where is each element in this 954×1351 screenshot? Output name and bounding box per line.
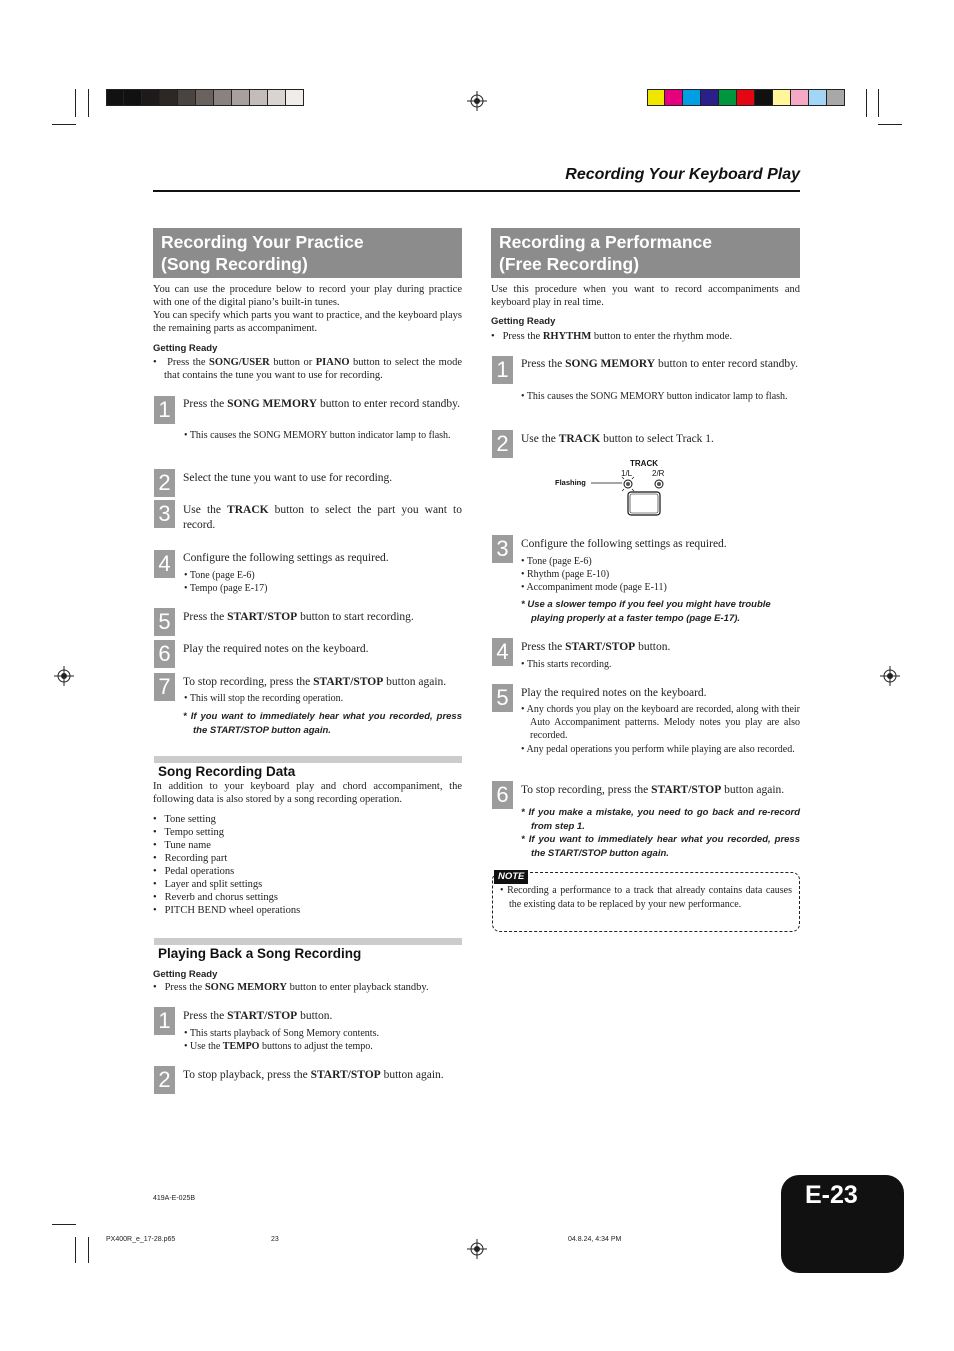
step-text: Press the SONG MEMORY button to enter record standby. [521,358,799,370]
fig-2r-label: 2/R [652,469,665,478]
step-number: 2 [154,469,175,497]
footer-page-number: 23 [271,1236,279,1243]
page-number-label: E-23 [805,1181,858,1209]
getting-ready-item: • Press the RHYTHM button to enter the rhythm mode. [491,331,733,342]
color-swatch [232,89,250,106]
step-number: 6 [492,781,513,809]
note-label: NOTE [494,870,528,884]
color-swatch [809,89,827,106]
list-item: • Pedal operations [153,866,235,877]
list-item: • Reverb and chorus settings [153,892,278,903]
step-subitem: • Tone (page E-6) [521,556,592,567]
step-subitem: • Use the TEMPO buttons to adjust the tempo. [184,1041,373,1052]
registration-mark-icon [880,666,900,686]
section-title-song-recording [153,228,462,278]
crop-mark [878,89,879,117]
color-swatch [737,89,755,106]
step-text: Configure the following settings as required. [521,538,727,550]
crop-mark [88,89,89,117]
step-number: 3 [492,535,513,563]
color-swatch [196,89,214,106]
fig-flashing-label: Flashing [555,478,586,487]
step-text: Press the START/STOP button. [521,641,671,653]
step-number: 5 [492,684,513,712]
subsection-title-song-recording-data: Song Recording Data [154,756,462,780]
color-swatch [178,89,196,106]
lamp-1l-icon [622,477,634,491]
step-text: To stop recording, press the START/STOP button again. [521,784,785,796]
section-title-line: Recording Your Practice [161,232,364,252]
step-subitem: • This starts playback of Song Memory contents. [184,1028,379,1039]
step-subitem: • Accompaniment mode (page E-11) [521,582,667,593]
note-text: • Recording a performance to a track that already contains data causes the existing data to be replaced by your new performance. [500,885,792,910]
step-text: Use the TRACK button to select Track 1. [521,433,714,445]
section-title-line: (Free Recording) [499,254,640,274]
fig-1l-label: 1/L [621,469,633,478]
registration-mark-icon [467,1239,487,1259]
step-number: 5 [154,608,175,636]
color-bar-left [106,89,304,106]
color-swatch [755,89,773,106]
running-title: Recording Your Keyboard Play [565,166,800,183]
list-item: • PITCH BEND wheel operations [153,905,301,916]
getting-ready-label: Getting Ready [153,969,218,980]
header-rule [153,190,800,192]
step-note: * If you want to immediately hear what you recorded, press the START/STOP button again. [183,711,462,736]
step-text: Use the TRACK button to select the part you want to record. [183,504,462,531]
step-note: * Use a slower tempo if you feel you might have trouble playing properly at a faster tempo (page E-17). [521,599,771,624]
intro-paragraph [153,283,462,335]
step-number: 2 [492,430,513,458]
list-item: • Tone setting [153,814,216,825]
crop-mark [52,124,76,125]
color-swatch [719,89,737,106]
subsection-title-playback: Playing Back a Song Recording [154,938,462,962]
data-list [153,813,462,917]
step-subitem: • This will stop the recording operation. [184,693,344,704]
intro-text: You can use the procedure below to record your play during practice with one of the digital piano’s built-in tunes. [153,284,462,308]
page-number-tab [781,1175,904,1273]
data-intro-paragraph: In addition to your keyboard play and chord accompaniment, the following data is also stored by a song recording operation. [153,781,462,805]
step-text: Press the START/STOP button to start recording. [183,611,414,623]
step-number: 7 [154,673,175,701]
step-subitem: • This starts recording. [521,659,612,670]
list-item: • Tempo setting [153,827,225,838]
lamp-2r-icon [655,480,663,488]
section-title-line: (Song Recording) [161,254,308,274]
color-swatch [773,89,791,106]
step-text: Press the SONG MEMORY button to enter record standby. [183,398,461,410]
step-note: * If you want to immediately hear what you recorded, press the START/STOP button again. [521,834,800,859]
color-swatch [250,89,268,106]
step-text: Press the START/STOP button. [183,1010,333,1022]
step-subitem: • Rhythm (page E-10) [521,569,610,580]
color-swatch [214,89,232,106]
track-button-icon [628,492,660,515]
registration-mark-icon [467,91,487,111]
color-swatch [268,89,286,106]
color-swatch [701,89,719,106]
crop-mark [52,1224,76,1225]
list-item: • Recording part [153,853,228,864]
step-text: Configure the following settings as required. [183,552,389,564]
color-swatch [827,89,845,106]
crop-mark [878,124,902,125]
step-number: 2 [154,1066,175,1094]
section-title-line: Recording a Performance [499,232,712,252]
step-number: 1 [154,396,175,424]
step-subitem: • Tempo (page E-17) [184,583,268,594]
color-bar-right [647,89,845,106]
crop-mark [88,1237,89,1263]
step-subitem: • Any chords you play on the keyboard are recorded, along with their Auto Accompaniment patterns. Melody notes you play are also recorded. [521,704,801,741]
color-swatch [647,89,665,106]
getting-ready-item: • Press the SONG MEMORY button to enter playback standby. [153,982,429,993]
step-subitem: • This causes the SONG MEMORY button indicator lamp to flash. [521,391,788,402]
color-swatch [160,89,178,106]
step-text: To stop playback, press the START/STOP button again. [183,1069,444,1081]
fig-track-label: TRACK [630,459,658,468]
footer-date: 04.8.24, 4:34 PM [568,1236,622,1243]
step-number: 1 [154,1007,175,1035]
crop-mark [75,1237,76,1263]
color-swatch [142,89,160,106]
list-item: • Tune name [153,840,211,851]
getting-ready-label: Getting Ready [491,316,556,327]
step-number: 4 [154,550,175,578]
track-button-figure [550,456,680,520]
step-number: 3 [154,500,175,528]
registration-mark-icon [54,666,74,686]
step-subitem: • Tone (page E-6) [184,570,255,581]
color-swatch [683,89,701,106]
intro-text: You can specify which parts you want to practice, and the keyboard plays the remaining parts as accompaniment. [153,310,462,334]
step-number: 4 [492,638,513,666]
step-text: To stop recording, press the START/STOP button again. [183,676,447,688]
list-item: • Layer and split settings [153,879,263,890]
getting-ready-label: Getting Ready [153,343,218,354]
footer-filename: PX400R_e_17-28.p65 [106,1236,176,1243]
doc-code: 419A-E-025B [153,1195,196,1202]
color-swatch [791,89,809,106]
color-swatch [106,89,124,106]
step-note: * If you make a mistake, you need to go back and re-record from step 1. [521,807,801,832]
section-title-free-recording [491,228,800,278]
getting-ready-item: • Press the SONG/USER button or PIANO button to select the mode that contains the tune you want to use for recording. [153,357,462,381]
step-subitem: • This causes the SONG MEMORY button indicator lamp to flash. [184,430,451,441]
color-swatch [286,89,304,106]
step-text: Play the required notes on the keyboard. [183,643,369,655]
step-number: 6 [154,640,175,668]
step-number: 1 [492,356,513,384]
color-swatch [124,89,142,106]
step-text: Play the required notes on the keyboard. [521,687,707,699]
crop-mark [75,89,76,117]
step-text: Select the tune you want to use for recording. [183,472,393,484]
intro-paragraph: Use this procedure when you want to record accompaniments and keyboard play in real time. [491,284,800,308]
crop-mark [866,89,867,117]
step-subitem: • Any pedal operations you perform while playing are also recorded. [521,744,795,755]
color-swatch [665,89,683,106]
